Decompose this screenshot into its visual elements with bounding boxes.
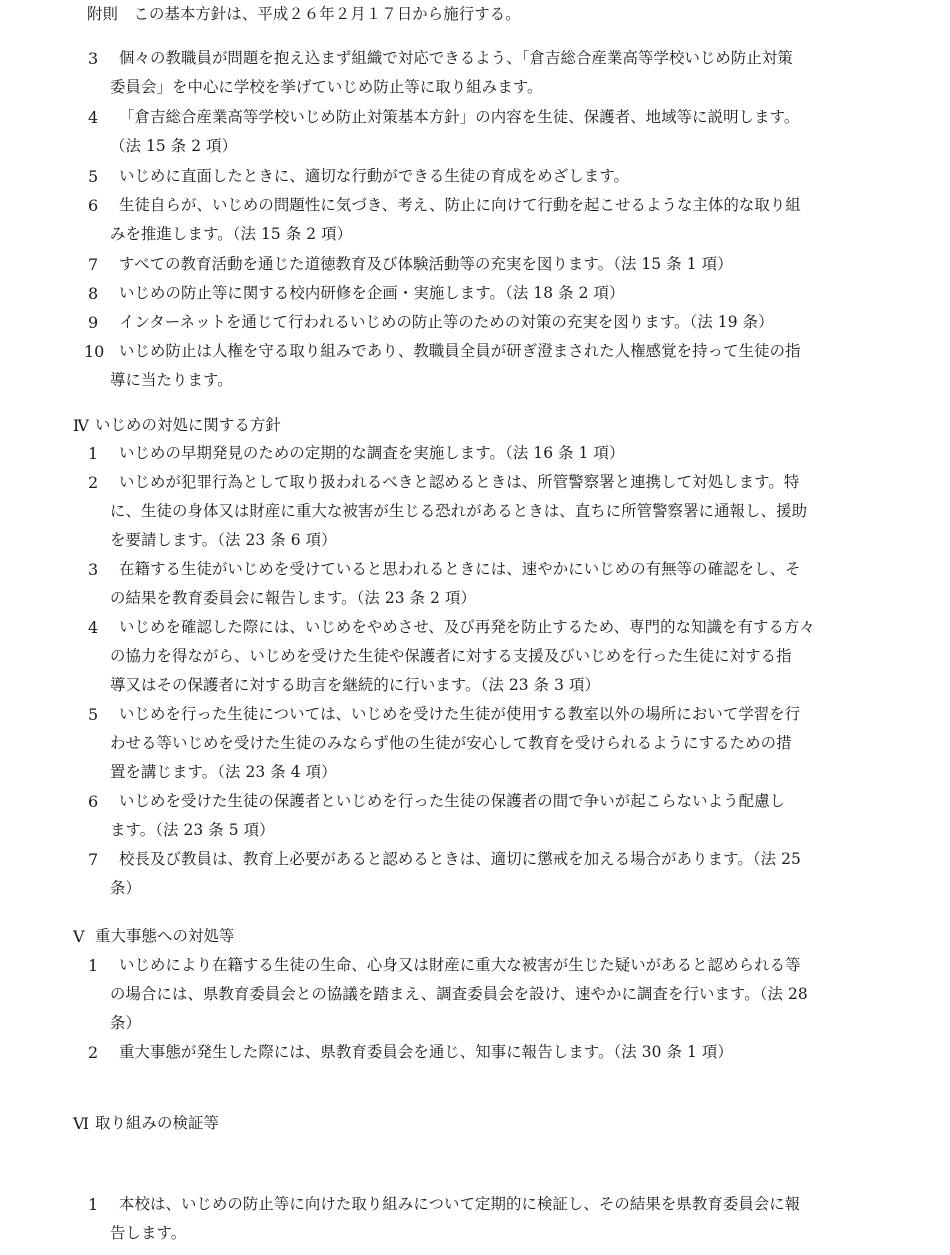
paragraph-line: 条） bbox=[110, 1014, 141, 1032]
paragraph-line: 導又はその保護者に対する助言を継続的に行います。（法 23 条 3 項） bbox=[110, 676, 600, 694]
paragraph-line: 生徒自らが、いじめの問題性に気づき、考え、防止に向けて行動を起こせるような主体的な取り組 bbox=[119, 196, 801, 214]
paragraph-line: いじめが犯罪行為として取り扱われるべきと認めるときは、所管警察署と連携して対処します。特 bbox=[119, 473, 800, 491]
paragraph-line: いじめを受けた生徒の保護者といじめを行った生徒の保護者の間で争いが起こらないよう配慮し bbox=[119, 792, 786, 810]
item-number: 1 bbox=[88, 444, 99, 463]
section-title: 取り組みの検証等 bbox=[95, 1114, 219, 1132]
item-number: 3 bbox=[88, 49, 99, 68]
section-title: 重大事態への対処等 bbox=[95, 927, 235, 945]
paragraph-line: 個々の教職員が問題を抱え込まず組織で対応できるよう、「倉吉総合産業高等学校いじめ防止対策 bbox=[119, 49, 793, 67]
paragraph-line: の結果を教育委員会に報告します。（法 23 条 2 項） bbox=[110, 589, 477, 607]
paragraph-line: の場合には、県教育委員会との協議を踏まえ、調査委員会を設け、速やかに調査を行います。（法 28 bbox=[110, 985, 808, 1003]
paragraph-line: 在籍する生徒がいじめを受けていると思われるときには、速やかにいじめの有無等の確認をし、そ bbox=[119, 560, 801, 578]
item-number: 5 bbox=[88, 705, 99, 724]
paragraph-line: わせる等いじめを受けた生徒のみならず他の生徒が安心して教育を受けられるようにするための措 bbox=[110, 734, 792, 752]
item-number: 3 bbox=[88, 560, 99, 579]
item-number: 6 bbox=[88, 792, 99, 811]
item-number: 5 bbox=[88, 167, 99, 186]
paragraph-line: （法 15 条 2 項） bbox=[110, 137, 238, 155]
section-numeral: Ⅴ bbox=[73, 927, 85, 946]
paragraph-line: の協力を得ながら、いじめを受けた生徒や保護者に対する支援及びいじめを行った生徒に対する指 bbox=[110, 647, 792, 665]
paragraph-line: ます。（法 23 条 5 項） bbox=[110, 821, 275, 839]
paragraph-line: いじめの防止等に関する校内研修を企画・実施します。（法 18 条 2 項） bbox=[119, 284, 625, 302]
item-number: 1 bbox=[88, 956, 99, 975]
item-number: 7 bbox=[88, 850, 99, 869]
paragraph-line: 条） bbox=[110, 879, 141, 897]
item-number: 7 bbox=[88, 255, 99, 274]
paragraph-line: 本校は、いじめの防止等に向けた取り組みについて定期的に検証し、その結果を県教育委員会に報 bbox=[119, 1195, 801, 1213]
paragraph-line: 重大事態が発生した際には、県教育委員会を通じ、知事に報告します。（法 30 条 1 項） bbox=[119, 1043, 733, 1061]
paragraph-line: 「倉吉総合産業高等学校いじめ防止対策基本方針」の内容を生徒、保護者、地域等に説明します。 bbox=[119, 108, 800, 126]
paragraph-line: いじめを確認した際には、いじめをやめさせ、及び再発を防止するため、専門的な知識を有する方々 bbox=[119, 618, 816, 636]
paragraph-line: いじめに直面したときに、適切な行動ができる生徒の育成をめざします。 bbox=[119, 167, 629, 185]
item-number: 2 bbox=[88, 473, 99, 492]
item-number: 10 bbox=[84, 342, 105, 361]
section-numeral: Ⅳ bbox=[73, 416, 89, 435]
paragraph-line: 委員会」を中心に学校を挙げていじめ防止等に取り組みます。 bbox=[110, 78, 543, 96]
item-number: 1 bbox=[88, 1195, 99, 1214]
paragraph-line: 校長及び教員は、教育上必要があると認めるときは、適切に懲戒を加える場合があります。（法 25 bbox=[119, 850, 801, 868]
paragraph-line: いじめ防止は人権を守る取り組みであり、教職員全員が研ぎ澄まされた人権感覚を持って生徒の指 bbox=[119, 342, 801, 360]
paragraph-line: インターネットを通じて行われるいじめの防止等のための対策の充実を図ります。（法 19 条） bbox=[119, 313, 774, 331]
item-number: 2 bbox=[88, 1043, 99, 1062]
item-number: 4 bbox=[88, 618, 99, 637]
paragraph-line: 置を講じます。（法 23 条 4 項） bbox=[110, 763, 337, 781]
section-title: いじめの対処に関する方針 bbox=[95, 416, 281, 434]
paragraph-line: みを推進します。（法 15 条 2 項） bbox=[110, 225, 353, 243]
paragraph-line: いじめにより在籍する生徒の生命、心身又は財産に重大な被害が生じた疑いがあると認められる等 bbox=[119, 956, 801, 974]
paragraph-line: を要請します。（法 23 条 6 項） bbox=[110, 531, 337, 549]
paragraph-line: 附則 この基本方針は、平成２６年２月１７日から施行する。 bbox=[87, 5, 521, 23]
paragraph-line: いじめを行った生徒については、いじめを受けた生徒が使用する教室以外の場所において学習を行 bbox=[119, 705, 801, 723]
item-number: 8 bbox=[88, 284, 99, 303]
item-number: 4 bbox=[88, 108, 99, 127]
item-number: 9 bbox=[88, 313, 99, 332]
paragraph-line: 導に当たります。 bbox=[110, 371, 233, 389]
paragraph-line: いじめの早期発見のための定期的な調査を実施します。（法 16 条 1 項） bbox=[119, 444, 625, 462]
item-number: 6 bbox=[88, 196, 99, 215]
section-numeral: Ⅵ bbox=[73, 1114, 90, 1133]
paragraph-line: 告します。 bbox=[110, 1224, 187, 1242]
paragraph-line: すべての教育活動を通じた道徳教育及び体験活動等の充実を図ります。（法 15 条 1 項） bbox=[119, 255, 733, 273]
paragraph-line: に、生徒の身体又は財産に重大な被害が生じる恐れがあるときは、直ちに所管警察署に通報し、援助 bbox=[110, 502, 808, 520]
